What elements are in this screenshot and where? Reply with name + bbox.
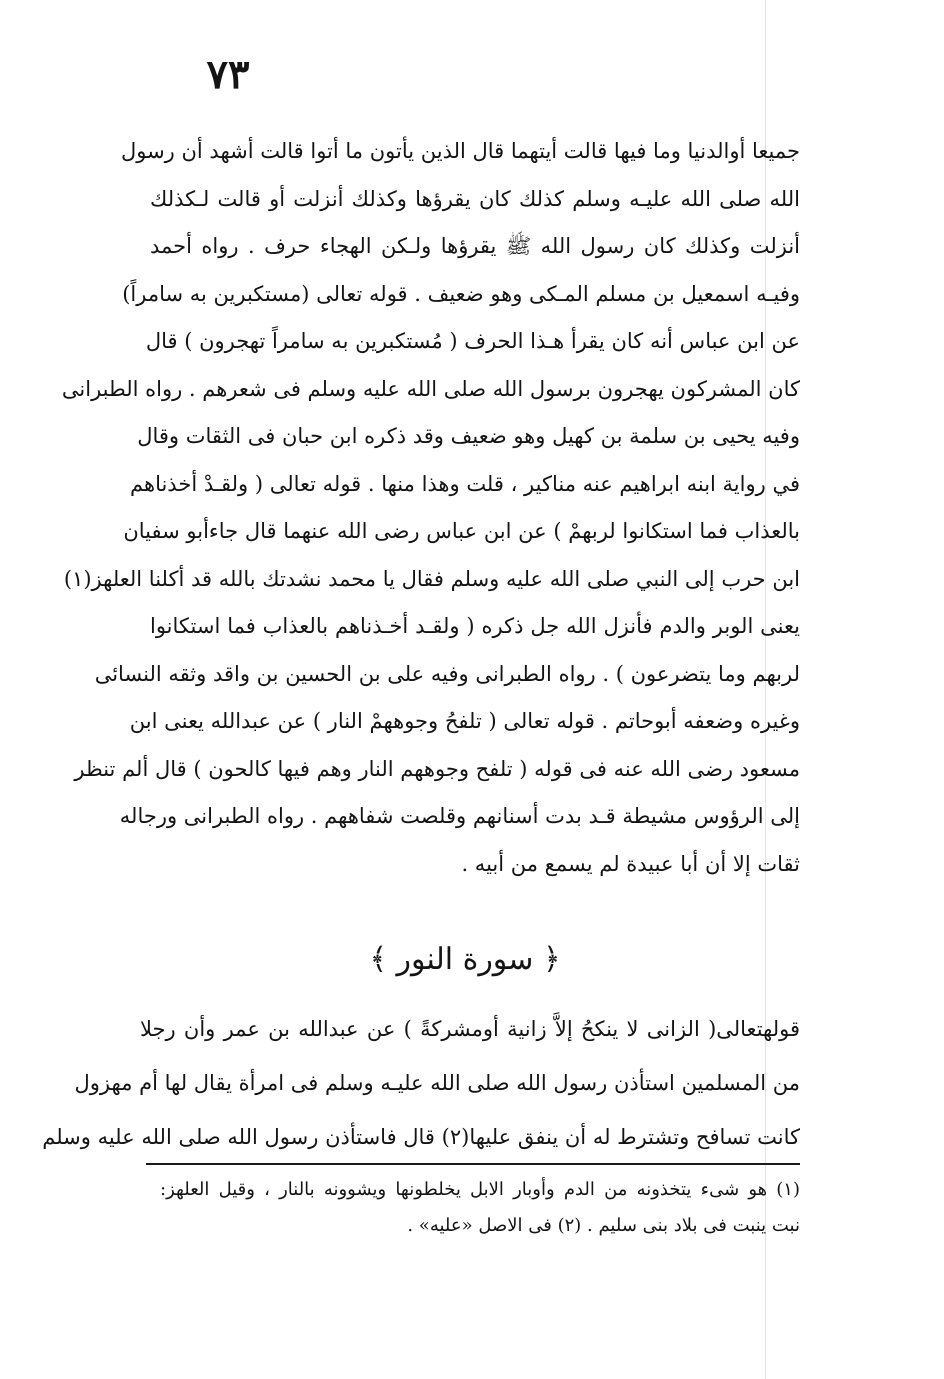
text-line: ابن حرب إلى النبي صلى الله عليه وسلم فقال يا محمد نشدتك بالله قد أكلنا العلهز(١) — [63, 566, 800, 591]
text-line: عن ابن عباس أنه كان يقرأ هـذا الحرف ( مُستكبرين به سامراً تهجرون ) قال — [145, 329, 800, 353]
footnotes-block — [160, 1172, 800, 1244]
text-line: وفيـه اسمعيل بن مسلم المـكى وهو ضعيف . قوله تعالى (مستكبرين به سامراً) — [122, 281, 800, 306]
text-line: لربهم وما يتضرعون ) . رواه الطبرانى وفيه على بن الحسين بن واقد وثقه النسائى — [94, 661, 800, 686]
footnote-line: نبت ينبت فى بلاد بنى سليم . (٢) فى الاصل «عليه» . — [407, 1215, 800, 1236]
surah-heading: ﴿ سورة النور ﴾ — [369, 942, 561, 977]
text-line: جميعا أوالدنيا وما فيها قالت أيتهما قال الذين يأتون ما أتوا قالت أشهد أن رسول — [120, 139, 800, 163]
text-line: إلى الرؤوس مشيطة قـد بدت أسنانهم وقلصت شفاههم . رواه الطبرانى ورجاله — [119, 804, 800, 828]
text-line: بالعذاب فما استكانوا لربهمْ ) عن ابن عباس رضى الله عنهما قال جاءأبو سفيان — [123, 519, 800, 543]
text-line: الله صلى الله عليـه وسلم كذلك كان يقرؤها وكذلك أنزلت أو قالت لـكذلك — [150, 186, 800, 211]
text-line: كان المشركون يهجرون برسول الله صلى الله عليه وسلم فى شعرهم . رواه الطبرانى — [61, 376, 800, 401]
text-line: كانت تسافح وتشترط له أن ينفق عليها(٢) قال فاستأذن رسول الله صلى الله عليه وسلم — [42, 1125, 800, 1149]
footnote-divider — [146, 1163, 800, 1165]
text-line: من المسلمين استأذن رسول الله صلى الله عليـه وسلم فى امرأة يقال لها أم مهزول — [74, 1071, 800, 1095]
page-number: ٧٣ — [206, 51, 250, 98]
text-line: وفيه يحيى بن سلمة بن كهيل وهو ضعيف وقد ذكره ابن حبان فى الثقات وقال — [137, 424, 800, 448]
main-text-block — [61, 128, 800, 888]
text-line: وغيره وضعفه أبوحاتم . قوله تعالى ( تلفحُ وجوههمْ النار ) عن عبدالله يعنى ابن — [129, 709, 800, 733]
second-text-block — [42, 1002, 800, 1164]
text-line: في رواية ابنه ابراهيم عنه مناكير ، قلت وهذا منها . قوله تعالى ( ولقـدْ أخذناهم — [130, 471, 800, 496]
text-line: قولهتعالى( الزانى لا ينكحُ إلاَّ زانية أومشركةً ) عن عبدالله بن عمر وأن رجلا — [140, 1017, 800, 1041]
text-line: ثقات إلا أن أبا عبيدة لم يسمع من أبيه . — [461, 851, 800, 876]
text-line: مسعود رضى الله عنه فى قوله ( تلفح وجوههم النار وهم فيها كالحون ) قال ألم تنظر — [74, 756, 800, 781]
footnote-line: (١) هو شىء يتخذونه من الدم وأوبار الابل يخلطونها ويشوونه بالنار ، وقيل العلهز: — [160, 1179, 800, 1200]
text-line: يعنى الوبر والدم فأنزل الله جل ذكره ( ولقـد أخـذناهم بالعذاب فما استكانوا — [150, 614, 800, 638]
text-line: أنزلت وكذلك كان رسول الله ﷺ يقرؤها ولـكن الهجاء حرف . رواه أحمد — [150, 234, 800, 258]
